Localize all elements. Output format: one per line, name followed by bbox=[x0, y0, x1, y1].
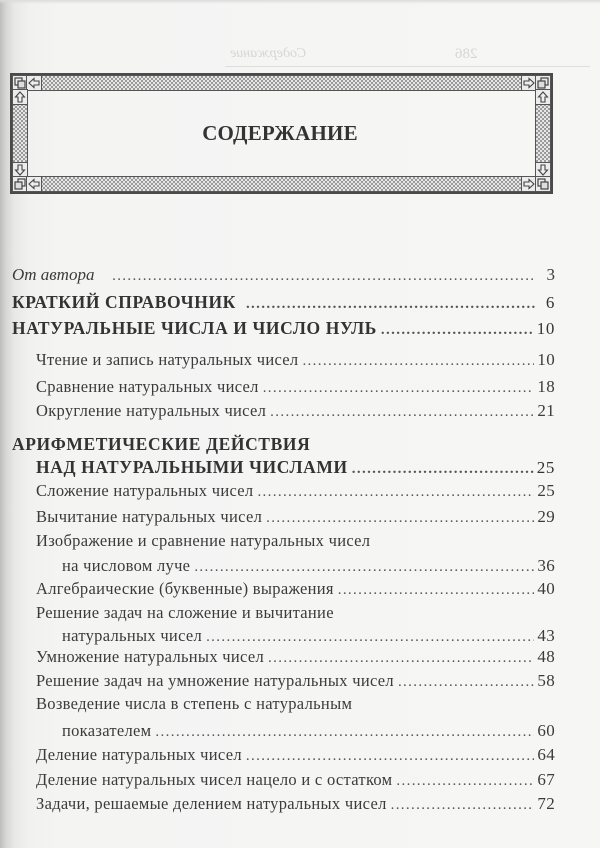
toc-page-number: 21 bbox=[537, 401, 555, 420]
toc-leader-dots bbox=[263, 380, 535, 397]
toc-page-number: 3 bbox=[546, 265, 555, 284]
page-title: СОДЕРЖАНИЕ bbox=[202, 121, 358, 145]
toc-entry bbox=[36, 794, 555, 816]
toc-leader-dots bbox=[257, 484, 534, 501]
toc-entry bbox=[36, 671, 555, 693]
frame-bar-top bbox=[26, 75, 537, 91]
toc-entry-label: показателем bbox=[62, 721, 152, 740]
toc-page-number: 40 bbox=[537, 579, 555, 598]
toc-leader-dots bbox=[266, 510, 534, 527]
toc-page-number: 29 bbox=[537, 507, 555, 526]
window-stack-icon bbox=[535, 176, 551, 192]
toc-entry-intro bbox=[12, 265, 555, 287]
toc-entry bbox=[36, 745, 555, 767]
toc-leader-dots bbox=[206, 629, 534, 646]
frame-bar-bottom bbox=[26, 176, 537, 192]
toc-page-number: 60 bbox=[537, 721, 555, 740]
page-top-shadow bbox=[0, 0, 600, 4]
toc-entry-continuation bbox=[62, 626, 555, 648]
toc-entry-label: НАД НАТУРАЛЬНЫМИ ЧИСЛАМИ bbox=[36, 457, 348, 477]
toc-entry bbox=[36, 531, 370, 553]
toc-entry bbox=[36, 401, 555, 423]
toc-entry-continuation bbox=[62, 721, 555, 743]
toc-leader-dots bbox=[352, 461, 534, 478]
toc-page-number: 10 bbox=[537, 350, 555, 369]
toc-leader-dots bbox=[391, 797, 535, 814]
toc-leader-dots bbox=[338, 582, 535, 599]
toc-entry-label: От автора bbox=[12, 265, 95, 284]
toc-entry bbox=[36, 377, 555, 399]
toc-page-number: 64 bbox=[537, 745, 555, 764]
ghost-header-rule bbox=[225, 66, 590, 67]
arrow-up-icon bbox=[535, 89, 551, 105]
toc-entry-label: Решение задач на умножение натуральных чисел bbox=[36, 671, 394, 690]
toc-leader-dots bbox=[381, 322, 534, 339]
toc-page-number: 43 bbox=[537, 626, 555, 645]
toc-page-number: 67 bbox=[537, 770, 555, 789]
arrow-left-icon bbox=[26, 176, 42, 192]
toc-entry-label: Вычитание натуральных чисел bbox=[36, 507, 263, 526]
toc-page-number: 36 bbox=[537, 556, 555, 575]
toc-entry-heading bbox=[12, 434, 310, 456]
toc-entry-label: Возведение числа в степень с натуральным bbox=[36, 694, 353, 713]
toc-leader-dots bbox=[246, 296, 535, 313]
toc-entry-heading-continuation bbox=[36, 457, 555, 479]
toc-entry bbox=[36, 350, 555, 372]
toc-entry-label: Сложение натуральных чисел bbox=[36, 481, 254, 500]
toc-entry-label: АРИФМЕТИЧЕСКИЕ ДЕЙСТВИЯ bbox=[12, 434, 311, 454]
toc-entry-label: Деление натуральных чисел нацело и с остатком bbox=[36, 770, 393, 789]
toc-entry-label: Чтение и запись натуральных чисел bbox=[36, 350, 299, 369]
toc-entry-label: Задачи, решаемые делением натуральных чисел bbox=[36, 794, 387, 813]
toc-page-number: 25 bbox=[536, 458, 555, 477]
toc-entry bbox=[36, 481, 555, 503]
ghost-page-number: 286 bbox=[455, 46, 478, 62]
toc-page-number: 72 bbox=[537, 794, 555, 813]
toc-leader-dots bbox=[302, 353, 534, 370]
toc-page-number: 48 bbox=[537, 647, 555, 666]
arrow-left-icon bbox=[26, 75, 42, 91]
toc-entry bbox=[36, 603, 334, 625]
toc-entry-label: Умножение натуральных чисел bbox=[36, 647, 265, 666]
toc-page-number: 58 bbox=[537, 671, 555, 690]
ghost-running-head: Содержание bbox=[230, 46, 307, 61]
toc-leader-dots bbox=[268, 650, 534, 667]
toc-entry-continuation bbox=[62, 556, 555, 578]
toc-entry bbox=[36, 579, 555, 601]
toc-leader-dots bbox=[246, 748, 534, 765]
toc-entry-label: Деление натуральных чисел bbox=[36, 745, 242, 764]
toc-entry bbox=[36, 647, 555, 669]
toc-leader-dots bbox=[194, 559, 534, 576]
toc-page-number: 6 bbox=[545, 293, 555, 312]
toc-entry bbox=[36, 507, 555, 529]
toc-page-number: 25 bbox=[537, 481, 555, 500]
toc-entry-heading bbox=[12, 292, 555, 314]
toc-entry-label: НАТУРАЛЬНЫЕ ЧИСЛА И ЧИСЛО НУЛЬ bbox=[12, 318, 377, 338]
toc-leader-dots bbox=[270, 404, 534, 421]
toc-entry bbox=[36, 694, 352, 716]
toc-leader-dots bbox=[112, 268, 535, 285]
toc-leader-dots bbox=[396, 773, 534, 790]
toc-entry-label: натуральных чисел bbox=[62, 626, 203, 645]
toc-entry-label: Изображение и сравнение натуральных чисел bbox=[36, 531, 371, 550]
toc-leader-dots bbox=[155, 724, 534, 741]
toc-page-number: 10 bbox=[536, 319, 555, 338]
toc-page-number: 18 bbox=[537, 377, 555, 396]
toc-entry bbox=[36, 770, 555, 792]
toc-leader-dots bbox=[398, 674, 534, 691]
toc-entry-label: на числовом луче bbox=[62, 556, 191, 575]
toc-entry-label: Решение задач на сложение и вычитание bbox=[36, 603, 334, 622]
toc-entry-heading bbox=[12, 318, 555, 340]
toc-entry-label: Сравнение натуральных чисел bbox=[36, 377, 259, 396]
arrow-up-icon bbox=[12, 89, 28, 105]
toc-entry-label: КРАТКИЙ СПРАВОЧНИК bbox=[12, 292, 236, 312]
toc-entry-label: Округление натуральных чисел bbox=[36, 401, 267, 420]
toc-entry-label: Алгебраические (буквенные) выражения bbox=[36, 579, 334, 598]
